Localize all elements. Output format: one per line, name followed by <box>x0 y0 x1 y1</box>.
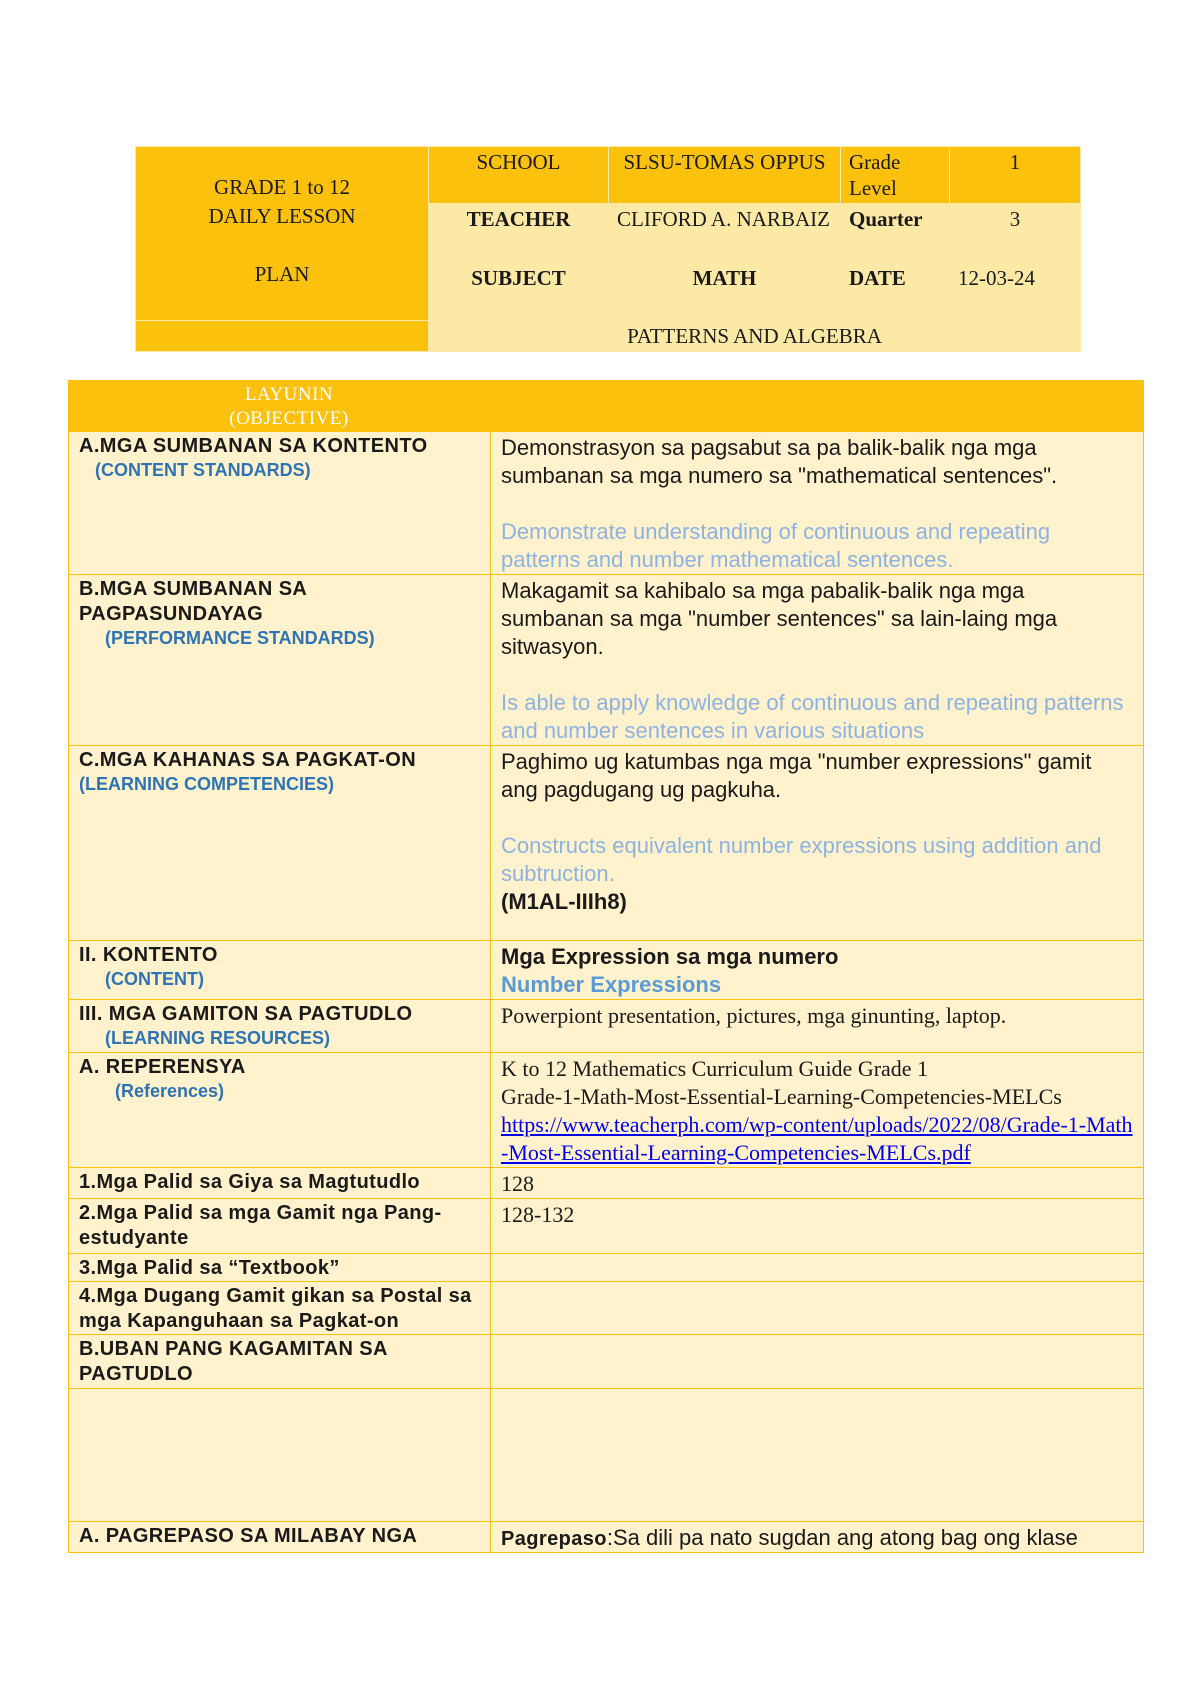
learning-competencies-text-en: Constructs equivalent number expressions using addition and subtruction. <box>501 833 1102 886</box>
review-row <box>69 1522 1144 1553</box>
lr-portal-label: 4.Mga Dugang Gamit gikan sa Postal sa mga Kapanguhaan sa Pagkat-on <box>79 1285 472 1332</box>
dlp-title-line-4: PLAN <box>254 262 310 286</box>
content-row <box>69 941 1144 1000</box>
dlp-title-line-2: DAILY LESSON <box>208 204 356 228</box>
date-value: 12-03-24 <box>950 262 1081 320</box>
other-resources-label: B.UBAN PANG KAGAMITAN SA PAGTUDLO <box>79 1338 388 1385</box>
learning-competencies-label: C.MGA KAHANAS SA PAGKAT-ON <box>79 749 417 771</box>
topic-spacer <box>136 320 429 351</box>
content-text-en: Number Expressions <box>501 972 722 997</box>
content-standards-text: Demonstrasyon sa pagsabut sa pa balik-balik nga mga sumbanan sa mga numero sa "mathematical sentences". <box>501 435 1058 488</box>
performance-standards-sub: (PERFORMANCE STANDARDS) <box>105 628 375 648</box>
textbook-label: 3.Mga Palid sa “Textbook” <box>79 1257 340 1279</box>
school-label: SCHOOL <box>429 147 609 204</box>
objective-header-row <box>69 381 1144 432</box>
performance-standards-row <box>69 575 1144 746</box>
grade-value: 1 <box>950 147 1081 204</box>
dlp-title-line-1: GRADE 1 to 12 <box>214 175 350 199</box>
reference-link[interactable]: https://www.teacherph.com/wp-content/uploads/2022/08/Grade-1-Math-Most-Essential-Learning-Competencies-MELCs.pdf <box>501 1112 1133 1165</box>
blank-cell-right <box>491 1389 1144 1522</box>
learning-resources-sub: (LEARNING RESOURCES) <box>105 1028 331 1048</box>
other-resources-row <box>69 1335 1144 1389</box>
review-rest: :Sa dili pa nato sugdan ang atong bag ong klase <box>606 1525 1078 1550</box>
lr-portal-row <box>69 1282 1144 1335</box>
quarter-label: Quarter <box>841 204 950 262</box>
review-text <box>501 1524 1133 1552</box>
teacher-label: TEACHER <box>429 204 609 262</box>
quarter-value: 3 <box>950 204 1081 262</box>
objective-heading <box>69 381 491 432</box>
learning-competencies-sub: (LEARNING COMPETENCIES) <box>79 774 335 794</box>
teacher-guide-row <box>69 1168 1144 1199</box>
header-table <box>135 146 1081 352</box>
objective-title-en: (OBJECTIVE) <box>229 408 349 429</box>
teacher-guide-label: 1.Mga Palid sa Giya sa Magtutudlo <box>79 1171 421 1193</box>
learner-materials-row <box>69 1199 1144 1254</box>
dlp-title-line-3 <box>144 231 420 260</box>
references-label: A. REPERENSYA <box>79 1056 246 1078</box>
reference-guide: K to 12 Mathematics Curriculum Guide Grade 1 <box>501 1056 929 1081</box>
objective-title: LAYUNIN <box>244 384 334 405</box>
learning-resources-row <box>69 1000 1144 1053</box>
review-label: A. PAGREPASO SA MILABAY NGA <box>79 1525 418 1547</box>
performance-standards-text-en: Is able to apply knowledge of continuous and repeating patterns and number sentences in various situations <box>501 690 1124 743</box>
objective-heading-spacer <box>491 381 1144 432</box>
topic: PATTERNS AND ALGEBRA <box>429 320 1081 351</box>
performance-standards-label: B.MGA SUMBANAN SA PAGPASUNDAYAG <box>79 578 307 625</box>
reference-melcs: Grade-1-Math-Most-Essential-Learning-Competencies-MELCs <box>501 1084 1062 1109</box>
content-standards-sub: (CONTENT STANDARDS) <box>95 460 311 480</box>
review-bold: Pagrepaso <box>501 1528 607 1550</box>
teacher-value: CLIFORD A. NARBAIZ <box>609 204 841 262</box>
content-sub: (CONTENT) <box>105 969 204 989</box>
dlp-title <box>136 147 429 321</box>
blank-row <box>69 1389 1144 1522</box>
textbook-row <box>69 1254 1144 1282</box>
lesson-plan-table <box>68 380 1144 1553</box>
date-label: DATE <box>841 262 950 320</box>
learning-resources-label: III. MGA GAMITON SA PAGTUDLO <box>79 1003 413 1025</box>
grade-label: Grade Level <box>841 147 950 204</box>
references-sub: (References) <box>115 1081 225 1101</box>
references-row <box>69 1053 1144 1168</box>
learner-materials-pages: 128-132 <box>501 1202 575 1227</box>
content-standards-label: A.MGA SUMBANAN SA KONTENTO <box>79 435 428 457</box>
learner-materials-label: 2.Mga Palid sa mga Gamit nga Pang-estudyante <box>79 1202 442 1249</box>
subject-value: MATH <box>609 262 841 320</box>
subject-label: SUBJECT <box>429 262 609 320</box>
content-standards-row <box>69 432 1144 575</box>
content-standards-text-en: Demonstrate understanding of continuous and repeating patterns and number mathematical sentences. <box>501 519 1051 572</box>
teacher-guide-pages: 128 <box>501 1171 534 1196</box>
performance-standards-text: Makagamit sa kahibalo sa mga pabalik-balik nga mga sumbanan sa mga "number sentences" sa lain-laing mga sitwasyon. <box>501 578 1058 659</box>
content-text: Mga Expression sa mga numero <box>501 944 839 969</box>
content-label: II. KONTENTO <box>79 944 218 966</box>
competency-code: (M1AL-IIIh8) <box>501 889 627 914</box>
blank-cell-left <box>69 1389 491 1522</box>
learning-competencies-text: Paghimo ug katumbas nga mga "number expressions" gamit ang pagdugang ug pagkuha. <box>501 749 1092 802</box>
learning-competencies-row <box>69 746 1144 941</box>
school-value: SLSU-TOMAS OPPUS <box>609 147 841 204</box>
learning-resources-text: Powerpiont presentation, pictures, mga ginunting, laptop. <box>501 1003 1007 1028</box>
